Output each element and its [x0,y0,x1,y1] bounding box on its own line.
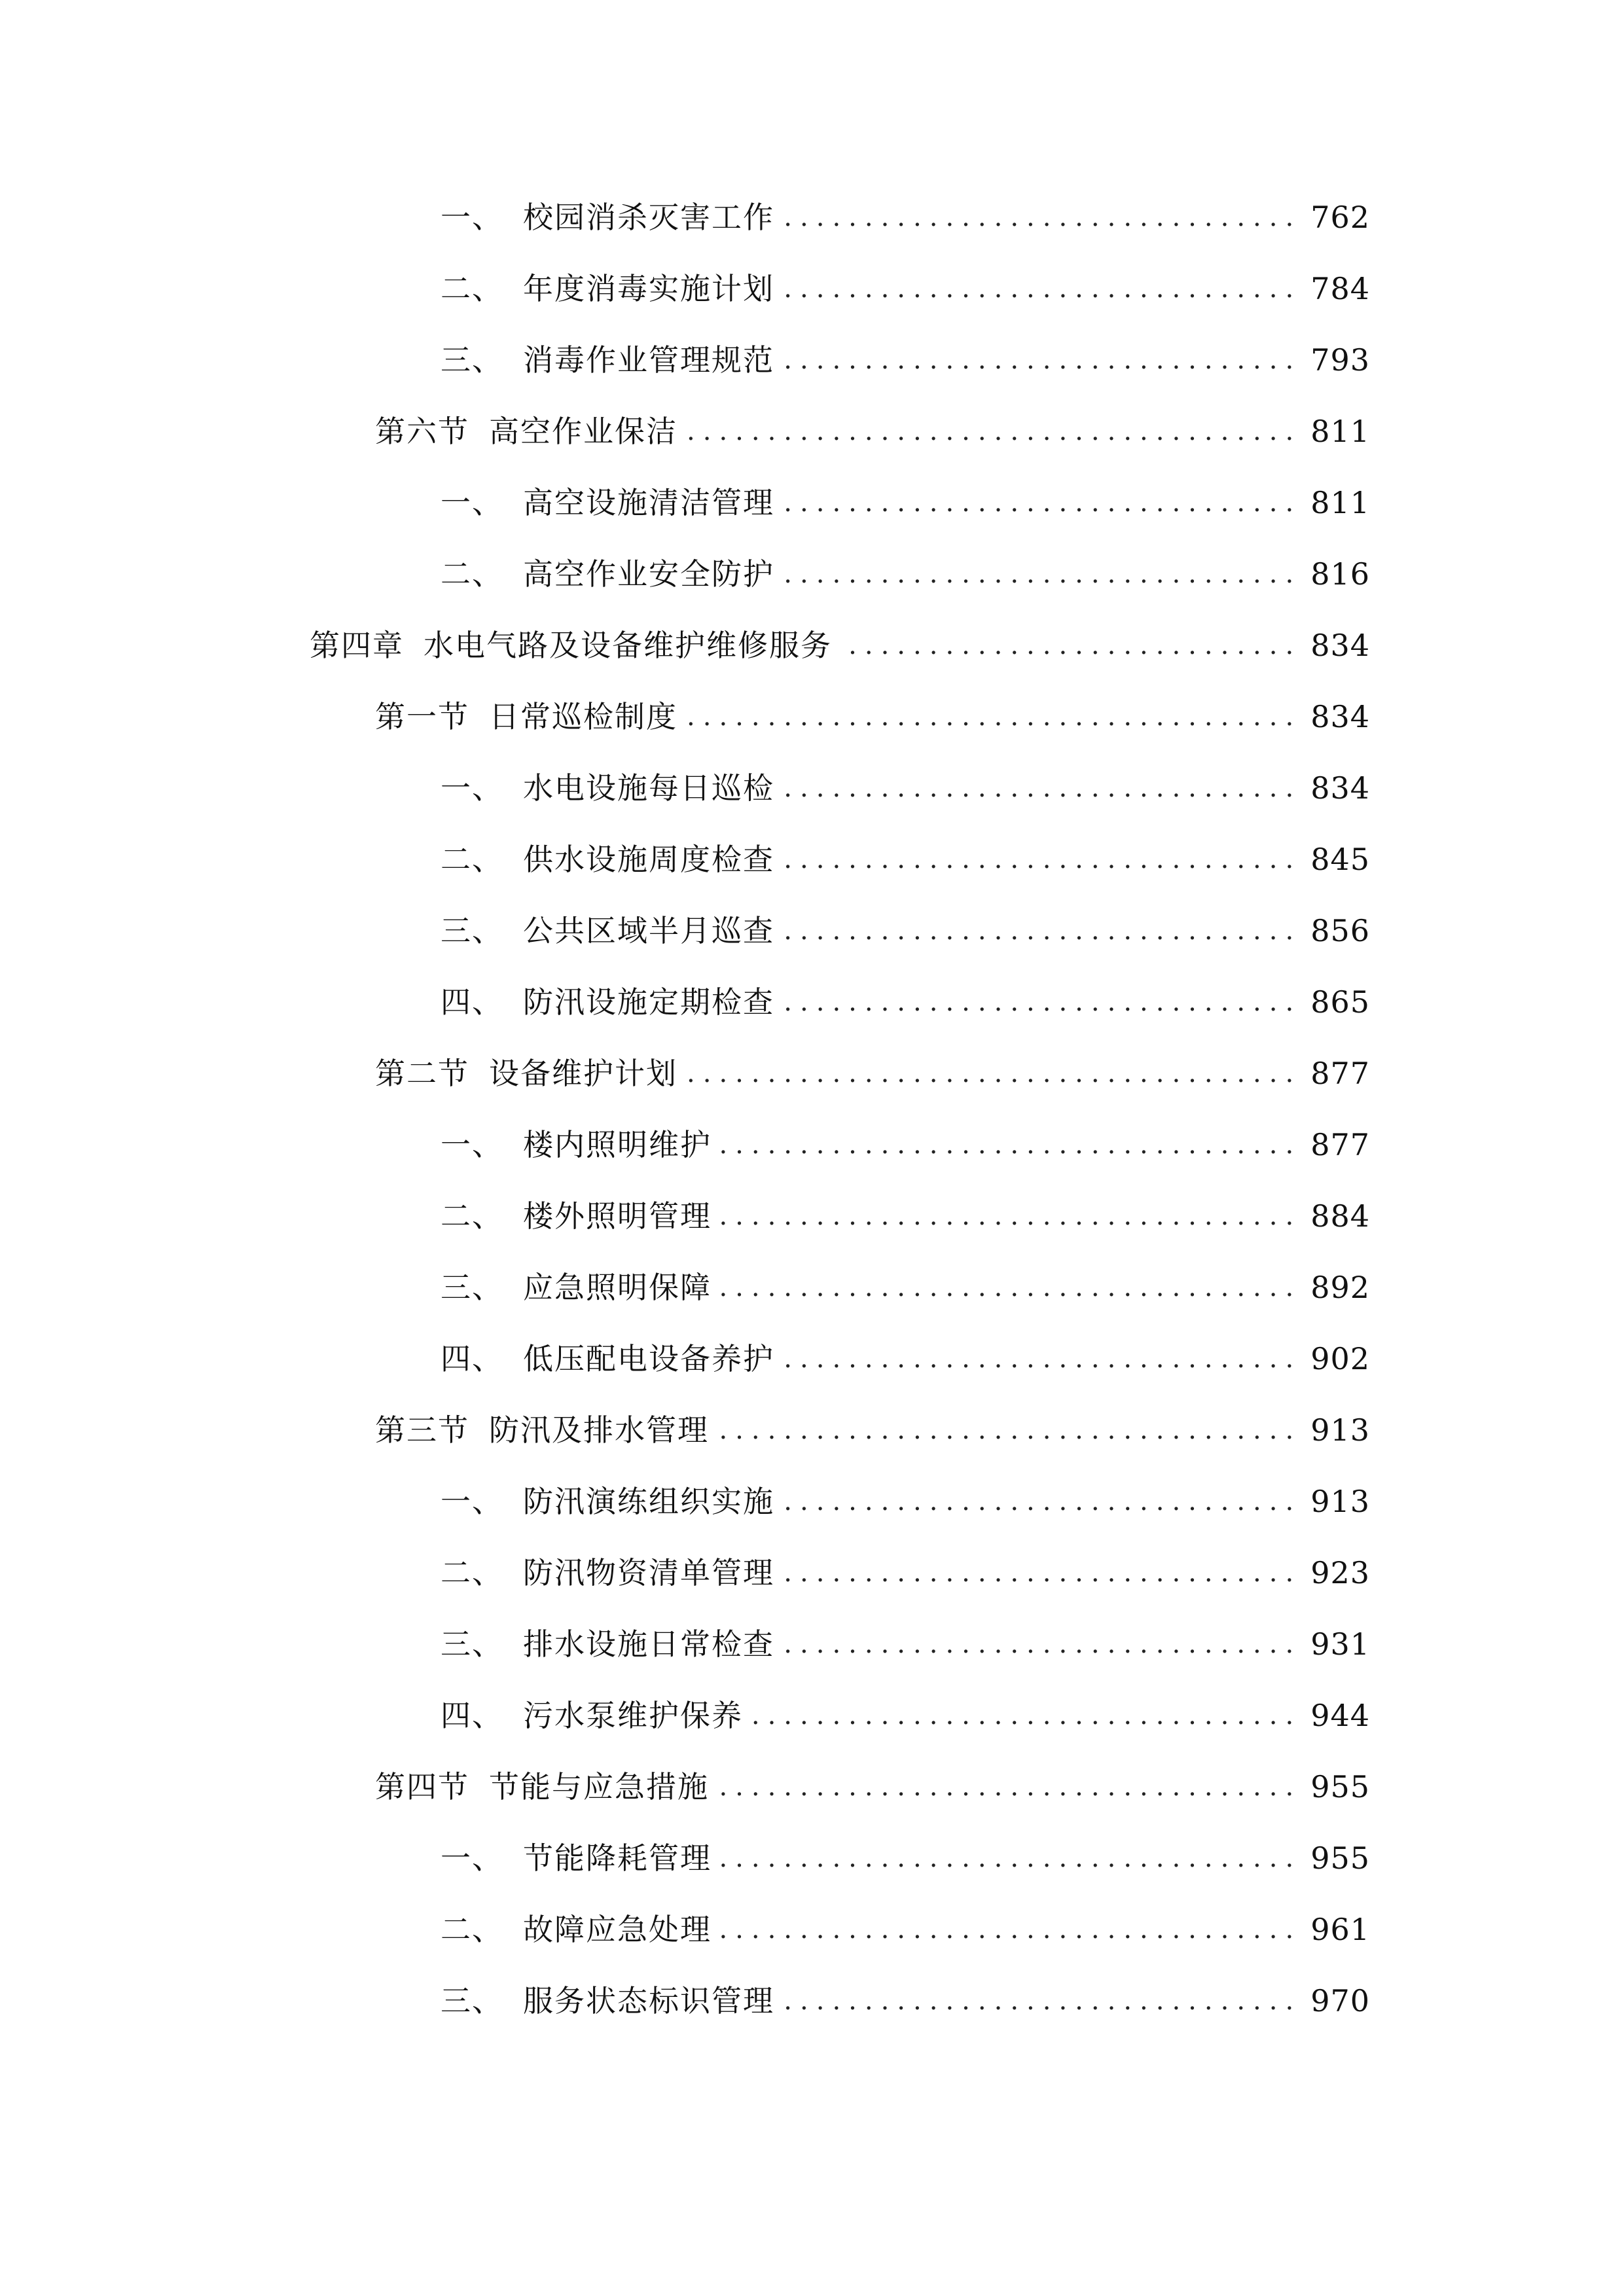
toc-entry-page: 902 [1310,1341,1370,1376]
toc-entry-page: 955 [1310,1769,1370,1804]
toc-entry-number: 一、 [441,1484,503,1519]
toc-entry-page: 793 [1310,342,1370,378]
toc-entry-page: 834 [1310,770,1370,806]
toc-section-entry[interactable] [375,1047,1370,1100]
toc-entry-title: 供水设施周度检查 [523,842,774,877]
toc-entry-page: 834 [1310,699,1370,734]
toc-entry[interactable] [441,1689,1370,1742]
dot-leader [784,1547,1301,1599]
toc-entry-page: 834 [1310,628,1370,663]
dot-leader [784,1975,1301,2027]
dot-leader [784,548,1301,600]
dot-leader [784,1618,1301,1670]
dot-leader [784,191,1301,243]
dot-leader [718,1404,1301,1456]
toc-entry-title: 高空作业安全防护 [523,556,774,592]
toc-entry[interactable] [441,976,1370,1028]
dot-leader [784,833,1301,886]
toc-section-entry[interactable] [375,405,1370,457]
toc-entry-number: 四、 [441,984,503,1020]
toc-entry-title: 水电气路及设备维护维修服务 [424,628,832,663]
dot-leader [784,976,1301,1028]
toc-entry-number: 第四节 [375,1769,469,1804]
toc-entry-page: 845 [1310,842,1370,877]
toc-entry-page: 811 [1310,485,1370,520]
toc-entry[interactable] [441,191,1370,243]
toc-entry-number: 三、 [441,1983,503,2018]
toc-entry-number: 三、 [441,1626,503,1662]
dot-leader [687,405,1301,457]
dot-leader [718,1761,1301,1813]
toc-entry-number: 一、 [441,1840,503,1876]
toc-entry[interactable] [441,762,1370,814]
toc-entry-page: 913 [1310,1412,1370,1448]
dot-leader [784,1475,1301,1528]
toc-entry-title: 防汛及排水管理 [489,1412,709,1448]
toc-entry-page: 784 [1310,271,1370,306]
toc-section-entry[interactable] [375,691,1370,743]
toc-entry[interactable] [441,476,1370,529]
toc-entry-title: 应急照明保障 [523,1270,712,1305]
toc-entry-page: 944 [1310,1698,1370,1733]
toc-entry-number: 二、 [441,271,503,306]
toc-entry-number: 二、 [441,1912,503,1947]
toc-entry-page: 961 [1310,1912,1370,1947]
toc-entry-title: 节能与应急措施 [489,1769,709,1804]
toc-entry-page: 970 [1310,1983,1370,2018]
toc-entry-page: 913 [1310,1484,1370,1519]
toc-entry[interactable] [441,1903,1370,1956]
toc-entry-page: 811 [1310,414,1370,449]
toc-entry[interactable] [441,1975,1370,2027]
toc-entry-number: 第四章 [310,628,404,663]
toc-entry[interactable] [441,1618,1370,1670]
toc-entry-number: 一、 [441,200,503,235]
toc-entry-title: 设备维护计划 [489,1056,677,1091]
toc-entry[interactable] [441,262,1370,315]
toc-entry-number: 三、 [441,1270,503,1305]
toc-entry-page: 762 [1310,200,1370,235]
toc-entry-number: 三、 [441,342,503,378]
toc-entry-title: 故障应急处理 [523,1912,712,1947]
toc-entry-number: 二、 [441,1555,503,1590]
toc-entry-page: 865 [1310,984,1370,1020]
toc-entry[interactable] [441,905,1370,957]
toc-entry-number: 二、 [441,1198,503,1234]
toc-entry-title: 防汛演练组织实施 [523,1484,774,1519]
toc-entry[interactable] [441,1190,1370,1242]
toc-entry-title: 楼外照明管理 [523,1198,712,1234]
dot-leader [841,619,1301,672]
toc-entry-title: 日常巡检制度 [489,699,677,734]
toc-entry-title: 楼内照明维护 [523,1127,712,1162]
toc-entry-number: 第二节 [375,1056,469,1091]
dot-leader [721,1190,1301,1242]
dot-leader [784,334,1301,386]
toc-entry-number: 第三节 [375,1412,469,1448]
toc-entry-number: 一、 [441,1127,503,1162]
dot-leader [721,1261,1301,1314]
toc-entry-number: 一、 [441,485,503,520]
dot-leader [784,1333,1301,1385]
toc-entry-title: 高空设施清洁管理 [523,485,774,520]
toc-entry-page: 892 [1310,1270,1370,1305]
toc-section-entry[interactable] [375,1761,1370,1813]
toc-entry[interactable] [441,1261,1370,1314]
toc-entry-title: 年度消毒实施计划 [523,271,774,306]
toc-entry-title: 防汛设施定期检查 [523,984,774,1020]
dot-leader [784,905,1301,957]
toc-entry-title: 服务状态标识管理 [523,1983,774,2018]
toc-entry[interactable] [441,1333,1370,1385]
toc-entry-number: 第六节 [375,414,469,449]
toc-entry-number: 四、 [441,1698,503,1733]
dot-leader [752,1689,1301,1742]
toc-section-entry[interactable] [375,1404,1370,1456]
toc-entry-page: 856 [1310,913,1370,948]
toc-entry-title: 公共区域半月巡查 [523,913,774,948]
toc-entry-page: 931 [1310,1626,1370,1662]
toc-entry-page: 955 [1310,1840,1370,1876]
toc-entry-title: 水电设施每日巡检 [523,770,774,806]
toc-entry[interactable] [441,1119,1370,1171]
toc-entry[interactable] [441,334,1370,386]
toc-chapter-entry[interactable] [310,619,1370,672]
toc-entry-page: 884 [1310,1198,1370,1234]
toc-entry-number: 二、 [441,842,503,877]
dot-leader [721,1119,1301,1171]
dot-leader [784,262,1301,315]
dot-leader [784,762,1301,814]
dot-leader [687,691,1301,743]
toc-entry-title: 排水设施日常检查 [523,1626,774,1662]
toc-entry-title: 校园消杀灭害工作 [523,200,774,235]
dot-leader [721,1832,1301,1884]
toc-entry-page: 877 [1310,1056,1370,1091]
toc-entry-title: 消毒作业管理规范 [523,342,774,378]
toc-entry-number: 四、 [441,1341,503,1376]
toc-entry-number: 第一节 [375,699,469,734]
toc-entry-title: 污水泵维护保养 [523,1698,743,1733]
dot-leader [687,1047,1301,1100]
toc-entry-page: 877 [1310,1127,1370,1162]
toc-entry[interactable] [441,833,1370,886]
toc-entry-title: 高空作业保洁 [489,414,677,449]
toc-entry-page: 816 [1310,556,1370,592]
dot-leader [721,1903,1301,1956]
toc-entry[interactable] [441,548,1370,600]
toc-entry-title: 防汛物资清单管理 [523,1555,774,1590]
toc-entry[interactable] [441,1547,1370,1599]
toc-entry[interactable] [441,1832,1370,1884]
toc-entry-title: 节能降耗管理 [523,1840,712,1876]
toc-entry-page: 923 [1310,1555,1370,1590]
toc-entry-number: 二、 [441,556,503,592]
toc-entry-number: 三、 [441,913,503,948]
toc-entry-number: 一、 [441,770,503,806]
dot-leader [784,476,1301,529]
toc-entry-title: 低压配电设备养护 [523,1341,774,1376]
toc-entry[interactable] [441,1475,1370,1528]
